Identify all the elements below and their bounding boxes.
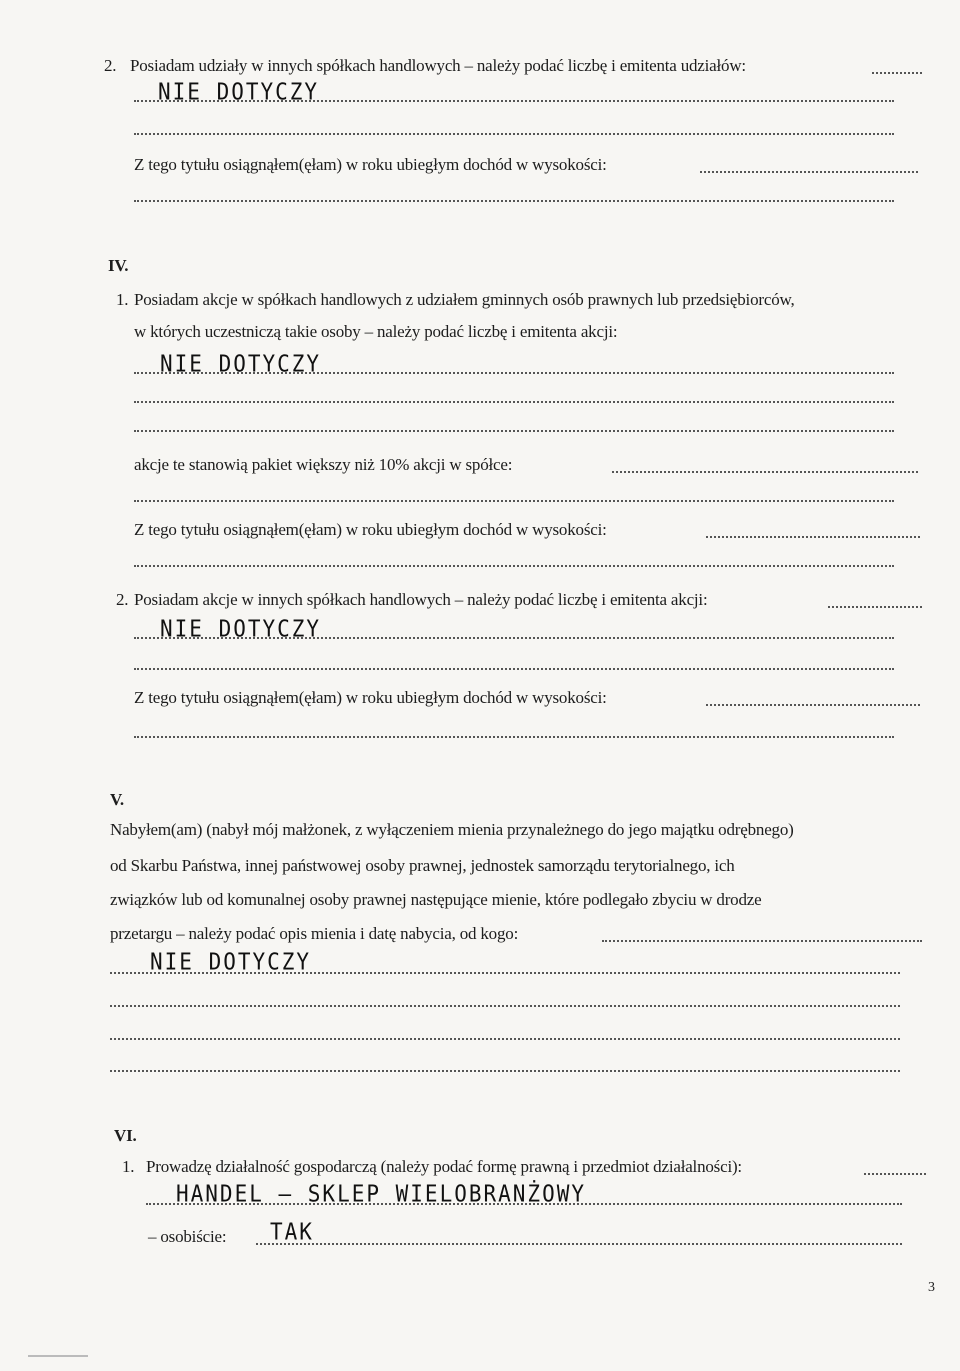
s4-item1-number: 1. [116, 290, 129, 309]
fill-line [134, 133, 894, 135]
s3-item2-number: 2. [104, 56, 117, 75]
scan-edge-mark [28, 1355, 88, 1357]
s5-line1: Nabyłem(am) (nabył mój małżonek, z wyłączeniem mienia przynależnego do jego majątku odrębnego) [110, 820, 794, 839]
s4-item2-income: Z tego tytułu osiągnąłem(ęłam) w roku ubiegłym dochód w wysokości: [134, 688, 607, 707]
fill-line [864, 1173, 926, 1175]
section-v-heading: V. [110, 790, 124, 809]
fill-line [612, 471, 918, 473]
s5-line2: od Skarbu Państwa, innej państwowej osoby prawnej, jednostek samorządu terytorialnego, ich [110, 856, 735, 875]
fill-line [134, 500, 894, 502]
fill-line [872, 72, 922, 74]
fill-line [602, 940, 922, 942]
s3-item2-answer: NIE DOTYCZY [158, 79, 320, 105]
section-iv-heading: IV. [108, 256, 129, 275]
fill-line [134, 430, 894, 432]
s6-item1-answer: HANDEL – SKLEP WIELOBRANŻOWY [176, 1181, 587, 1207]
s5-line4: przetargu – należy podać opis mienia i datę nabycia, od kogo: [110, 924, 519, 943]
s4-item2-number: 2. [116, 590, 129, 609]
fill-line [134, 372, 894, 374]
fill-line [134, 736, 894, 738]
fill-line [134, 565, 894, 567]
s4-item2-answer: NIE DOTYCZY [160, 616, 322, 642]
s4-item1-answer: NIE DOTYCZY [160, 351, 322, 377]
fill-line [134, 401, 894, 403]
s6-item1-question: Prowadzę działalność gospodarczą (należy podać formę prawną i przedmiot działalności): [146, 1157, 742, 1176]
fill-line [110, 972, 900, 974]
fill-line [134, 100, 894, 102]
s4-item2-question: Posiadam akcje w innych spółkach handlowych – należy podać liczbę i emitenta akcji: [134, 590, 708, 609]
fill-line [110, 1070, 900, 1072]
fill-line [706, 704, 920, 706]
s5-line3: związków lub od komunalnej osoby prawnej następujące mienie, które podlegało zbyciu w drodze [110, 890, 762, 909]
s4-item1-income: Z tego tytułu osiągnąłem(ęłam) w roku ubiegłym dochód w wysokości: [134, 520, 607, 539]
s4-item1-packet: akcje te stanowią pakiet większy niż 10% akcji w spółce: [134, 455, 513, 474]
fill-line [828, 606, 922, 608]
s5-answer: NIE DOTYCZY [150, 949, 312, 975]
s4-item1-question-line1: Posiadam akcje w spółkach handlowych z udziałem gminnych osób prawnych lub przedsiębiorców, [134, 290, 795, 309]
fill-line [706, 536, 920, 538]
fill-line [134, 668, 894, 670]
s3-item2-income: Z tego tytułu osiągnąłem(ęłam) w roku ubiegłym dochód w wysokości: [134, 155, 607, 174]
fill-line [134, 637, 894, 639]
s6-personally-label: – osobiście: [148, 1227, 227, 1246]
section-vi-heading: VI. [114, 1126, 137, 1145]
fill-line [110, 1038, 900, 1040]
fill-line [146, 1203, 902, 1205]
s6-personally-answer: TAK [270, 1219, 314, 1245]
fill-line [134, 200, 894, 202]
s4-item1-question-line2: w których uczestniczą takie osoby – należy podać liczbę i emitenta akcji: [134, 322, 618, 341]
page-number: 3 [928, 1280, 935, 1295]
s6-item1-number: 1. [122, 1157, 135, 1176]
fill-line [110, 1005, 900, 1007]
s3-item2-question: Posiadam udziały w innych spółkach handlowych – należy podać liczbę i emitenta udziałów: [130, 56, 746, 75]
fill-line [256, 1243, 902, 1245]
fill-line [700, 171, 918, 173]
